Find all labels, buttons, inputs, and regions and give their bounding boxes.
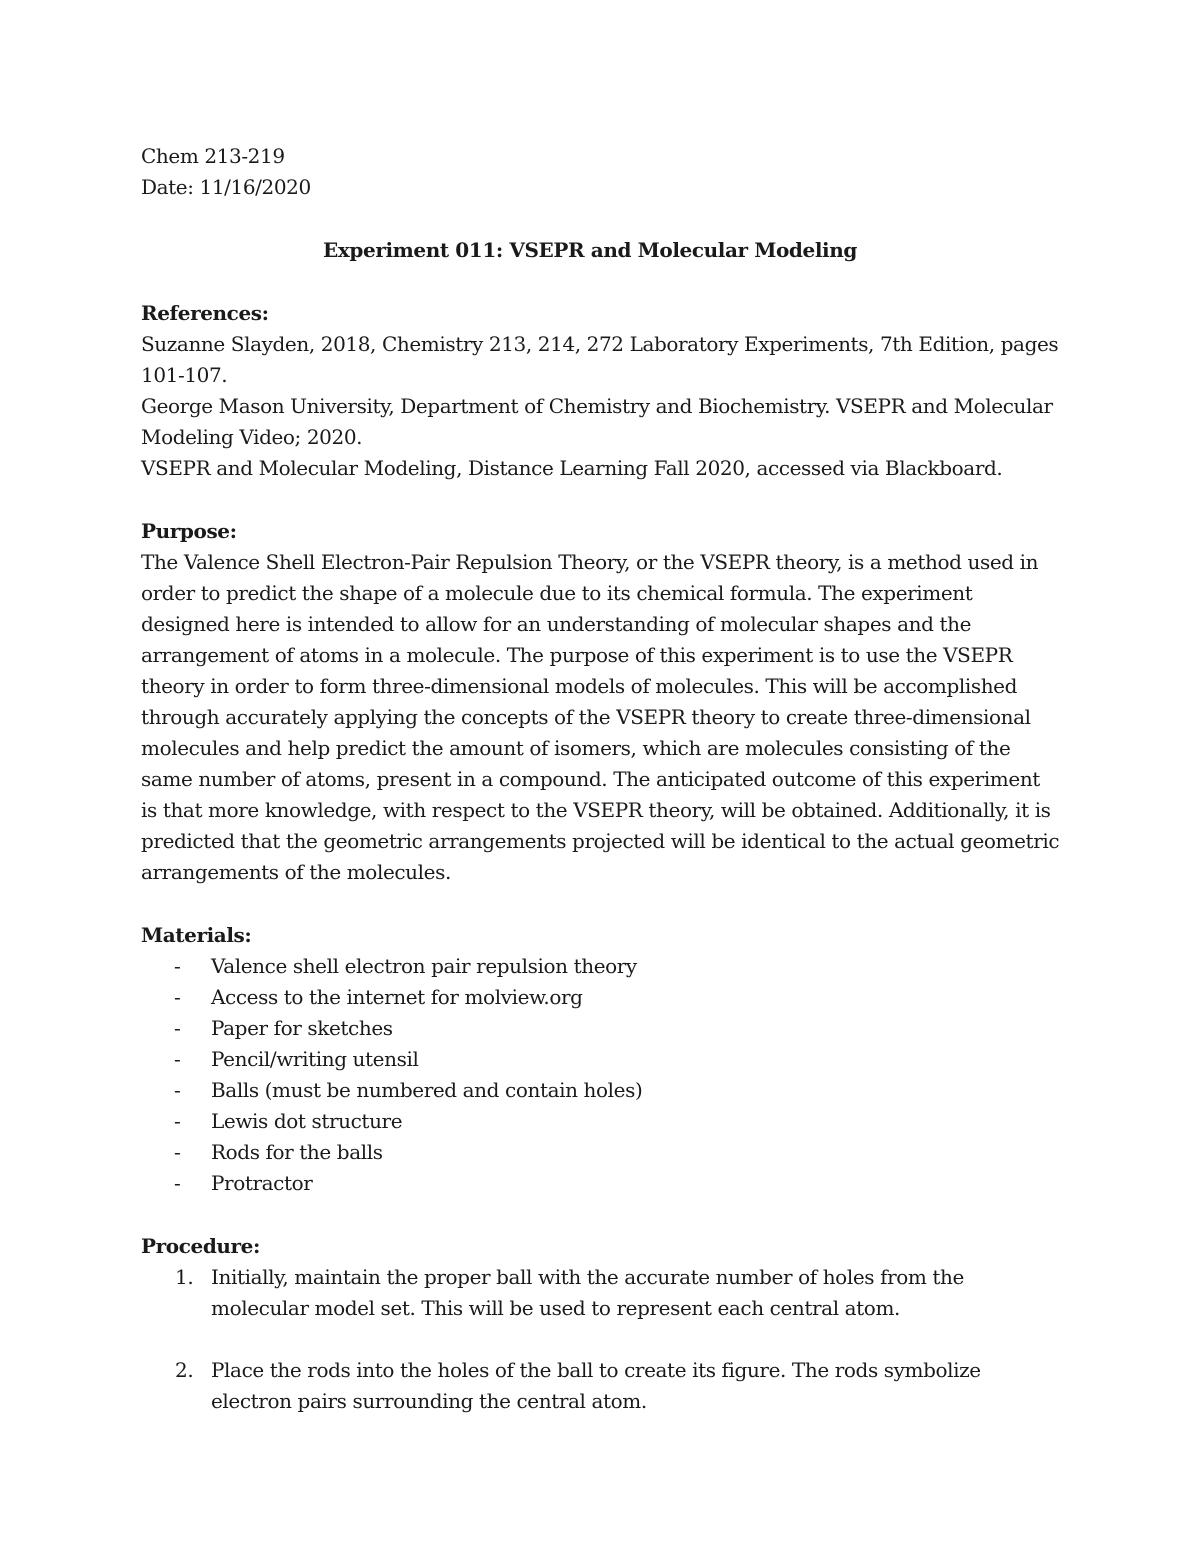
list-item xyxy=(141,951,1061,982)
date-label: Date: 11/16/2020 xyxy=(141,175,311,199)
step-text: Place the rods into the holes of the ball to create its figure. The rods symbolize electron pairs surrounding the central atom. xyxy=(211,1358,981,1413)
document-title: Experiment 011: VSEPR and Molecular Modeling xyxy=(323,238,857,262)
list-bullet: - xyxy=(174,985,181,1009)
course-label: Chem 213-219 xyxy=(141,144,285,168)
procedure-heading: Procedure: xyxy=(141,1234,260,1258)
material-text: Paper for sketches xyxy=(211,1016,393,1040)
reference-item: Suzanne Slayden, 2018, Chemistry 213, 214, 272 Laboratory Experiments, 7th Edition, pages 101-107. xyxy=(141,332,1059,387)
purpose-heading: Purpose: xyxy=(141,519,237,543)
procedure-step xyxy=(141,1355,1061,1417)
procedure-list xyxy=(141,1262,1061,1417)
material-text: Protractor xyxy=(211,1171,313,1195)
materials-heading: Materials: xyxy=(141,923,252,947)
material-text: Pencil/writing utensil xyxy=(211,1047,419,1071)
list-bullet: - xyxy=(174,1047,181,1071)
step-number: 1. xyxy=(175,1265,194,1289)
list-item xyxy=(141,1044,1061,1075)
reference-item: VSEPR and Molecular Modeling, Distance Learning Fall 2020, accessed via Blackboard. xyxy=(141,456,1003,480)
list-bullet: - xyxy=(174,1016,181,1040)
material-text: Valence shell electron pair repulsion theory xyxy=(211,954,637,978)
list-bullet: - xyxy=(174,1109,181,1133)
list-item xyxy=(141,1106,1061,1137)
material-text: Balls (must be numbered and contain holes) xyxy=(211,1078,643,1102)
list-item xyxy=(141,982,1061,1013)
step-number: 2. xyxy=(175,1358,194,1382)
purpose-paragraph: The Valence Shell Electron-Pair Repulsion Theory, or the VSEPR theory, is a method used in order to predict the shape of a molecule due to its chemical formula. The experiment designed here is intended to allow for an understanding of molecular shapes and the arrangement of atoms in a molecule. The purpose of this experiment is to use the VSEPR theory in order to form three-dimensional models of molecules. This will be accomplished through accurately applying the concepts of the VSEPR theory to create three-dimensional molecules and help predict the amount of isomers, which are molecules consisting of the same number of atoms, present in a compound. The anticipated outcome of this experiment is that more knowledge, with respect to the VSEPR theory, will be obtained. Additionally, it is predicted that the geometric arrangements projected will be identical to the actual geometric arrangements of the molecules. xyxy=(141,550,1060,884)
list-bullet: - xyxy=(174,1140,181,1164)
materials-list xyxy=(141,951,1061,1199)
list-item xyxy=(141,1075,1061,1106)
list-bullet: - xyxy=(174,1171,181,1195)
material-text: Rods for the balls xyxy=(211,1140,383,1164)
material-text: Access to the internet for molview.org xyxy=(211,985,583,1009)
step-text: Initially, maintain the proper ball with the accurate number of holes from the molecular model set. This will be used to represent each central atom. xyxy=(211,1265,964,1320)
references-heading: References: xyxy=(141,301,269,325)
list-bullet: - xyxy=(174,954,181,978)
material-text: Lewis dot structure xyxy=(211,1109,403,1133)
references-list xyxy=(141,329,1061,484)
reference-item: George Mason University, Department of Chemistry and Biochemistry. VSEPR and Molecular Modeling Video; 2020. xyxy=(141,394,1053,449)
list-item xyxy=(141,1168,1061,1199)
list-item xyxy=(141,1137,1061,1168)
procedure-step xyxy=(141,1262,1061,1324)
list-bullet: - xyxy=(174,1078,181,1102)
list-item xyxy=(141,1013,1061,1044)
document-content xyxy=(141,141,1061,1448)
